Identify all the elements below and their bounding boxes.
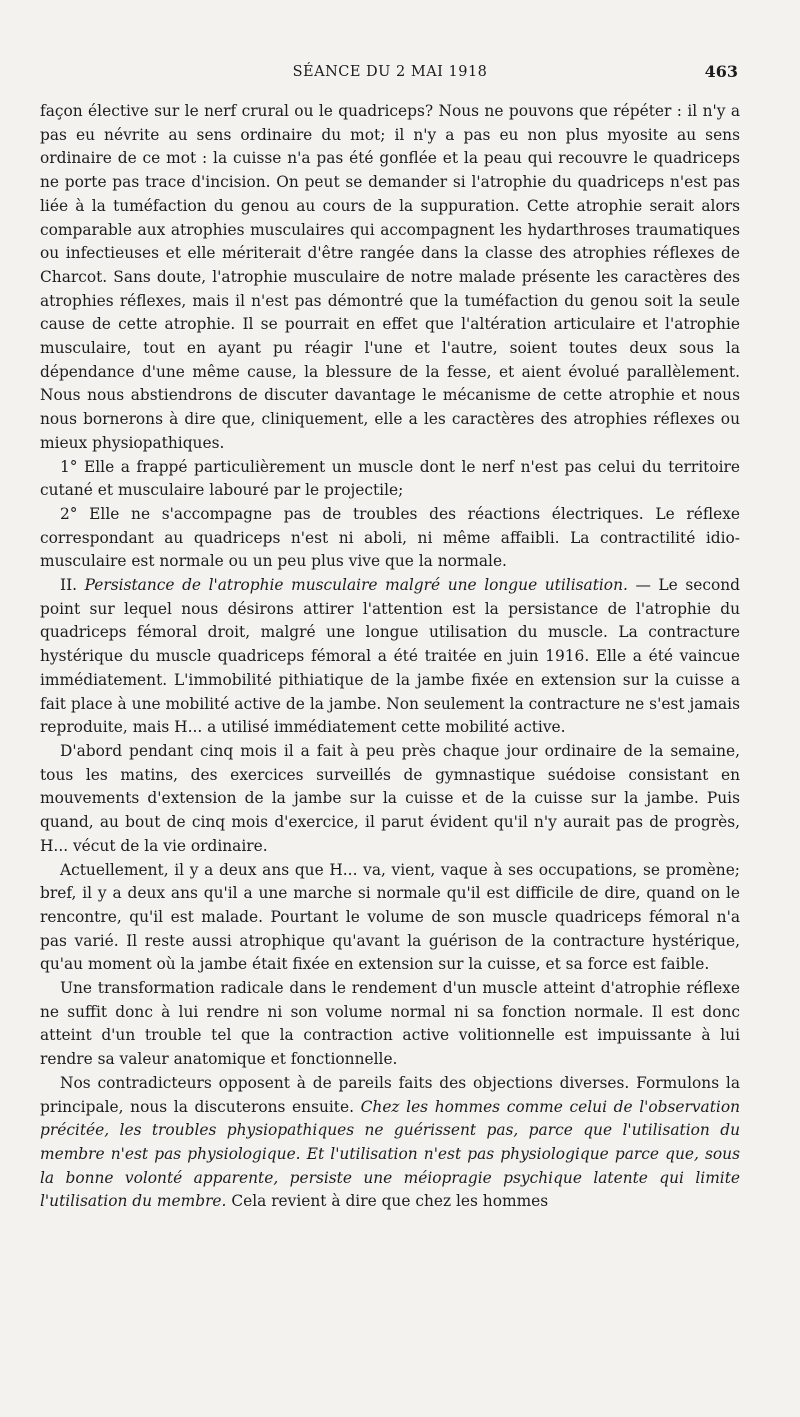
paragraph [40,100,740,456]
italic-passage: Chez les hommes comme celui de l'observation précitée, les troubles physiopathiques ne guérissent pas, parce que l'utilisation du membre n'est pas physiologique. Et l'utilisation n'est pas physiologique parce que, sous la bonne volonté apparente, persiste une méiopragie psychique latente qui limite l'utilisation du membre. [40,1097,740,1211]
paragraph [40,456,740,503]
text-run: D'abord pendant cinq mois il a fait à peu près chaque jour ordinaire de la semaine, tous les matins, des exercices surveillés de gymnastique suédoise consistant en mouvements d'extension de la jambe sur la cuisse et de la cuisse sur la jambe. Puis quand, au bout de cinq mois d'exercice, il parut évident qu'il n'y aurait pas de progrès, H... vécut de la vie ordinaire. [40,741,740,855]
body-text [40,100,740,1214]
text-run: II. [60,576,85,595]
text-run: 2° Elle ne s'accompagne pas de troubles des réactions électriques. Le réflexe correspondant au quadriceps n'est ni aboli, ni même affaibli. La contractilité idio-musculaire est normale ou un peu plus vive que la normale. [40,504,740,571]
paragraph [40,1072,740,1214]
text-run: façon élective sur le nerf crural ou le quadriceps? Nous ne pouvons que répéter : il n'y a pas eu névrite au sens ordinaire du mot; il n'y a pas eu non plus myosite au sens ordinaire de ce mot : la cuisse n'a pas été gonflée et la peau qui recouvre le quadriceps ne porte pas trace d'incision. On peut se demander si l'atrophie du quadriceps n'est pas liée à la tuméfaction du genou au cours de la suppuration. Cette atrophie serait alors comparable aux atrophies musculaires qui accompagnent les hydarthroses traumatiques ou infectieuses et elle mériterait d'être rangée dans la classe des atrophies réflexes de Charcot. Sans doute, l'atrophie musculaire de notre malade présente les caractères des atrophies réflexes, mais il n'est pas démontré que la tuméfaction du genou soit la seule cause de cette atrophie. Il se pourrait en effet que l'altération articulaire et l'atrophie musculaire, tout en ayant pu réagir l'une et l'autre, soient toutes deux sous la dépendance d'une même cause, la blessure de la fesse, et aient évolué parallèlement. Nous nous abstiendrons de discuter davantage le mécanisme de cette atrophie et nous nous bornerons à dire que, cliniquement, elle a les caractères des atrophies réflexes ou mieux physiopathiques. [40,102,740,452]
text-run: Une transformation radicale dans le rendement d'un muscle atteint d'atrophie réflexe ne suffit donc à lui rendre ni son volume normal ni sa fonction normale. Il est donc atteint d'un trouble tel que la contraction active volitionnelle est impuissante à lui rendre sa valeur anatomique et fonctionnelle. [40,979,740,1069]
section-title-italic: Persistance de l'atrophie musculaire malgré une longue utilisation. [84,576,628,595]
text-run: Actuellement, il y a deux ans que H... va, vient, vaque à ses occupations, se promène; bref, il y a deux ans qu'il a une marche si normale qu'il est difficile de dire, quand on le rencontre, qu'il est malade. Pourtant le volume de son muscle quadriceps fémoral n'a pas varié. Il reste aussi atrophique qu'avant la guérison de la contracture hystérique, qu'au moment où la jambe était fixée en extension sur la cuisse, et sa force est faible. [40,860,740,974]
text-run: 1° Elle a frappé particulièrement un muscle dont le nerf n'est pas celui du territoire cutané et musculaire labouré par le projectile; [40,457,740,500]
paragraph [40,859,740,978]
text-run: Cela revient à dire que chez les hommes [226,1192,549,1211]
text-run: — Le second point sur lequel nous désirons attirer l'attention est la persistance de l'atrophie du quadriceps fémoral droit, malgré une longue utilisation du muscle. La contracture hystérique du muscle quadriceps fémoral a été traitée en juin 1916. Elle a été vaincue immédiatement. L'immobilité pithiatique de la jambe fixée en extension sur la cuisse a fait place à une mobilité active de la jambe. Non seulement la contracture ne s'est jamais reproduite, mais H... a utilisé immédiatement cette mobilité active. [40,576,740,737]
page-number: 463 [704,62,738,81]
paragraph [40,977,740,1072]
text-run: Nos contradicteurs opposent à de pareils faits des objections diverses. Formulons la principale, nous la discuterons ensuite. [40,1073,740,1116]
paragraph [40,740,740,859]
running-title: SÉANCE DU 2 MAI 1918 [292,64,488,80]
paragraph [40,503,740,574]
paragraph [40,574,740,740]
page-header [40,62,740,84]
